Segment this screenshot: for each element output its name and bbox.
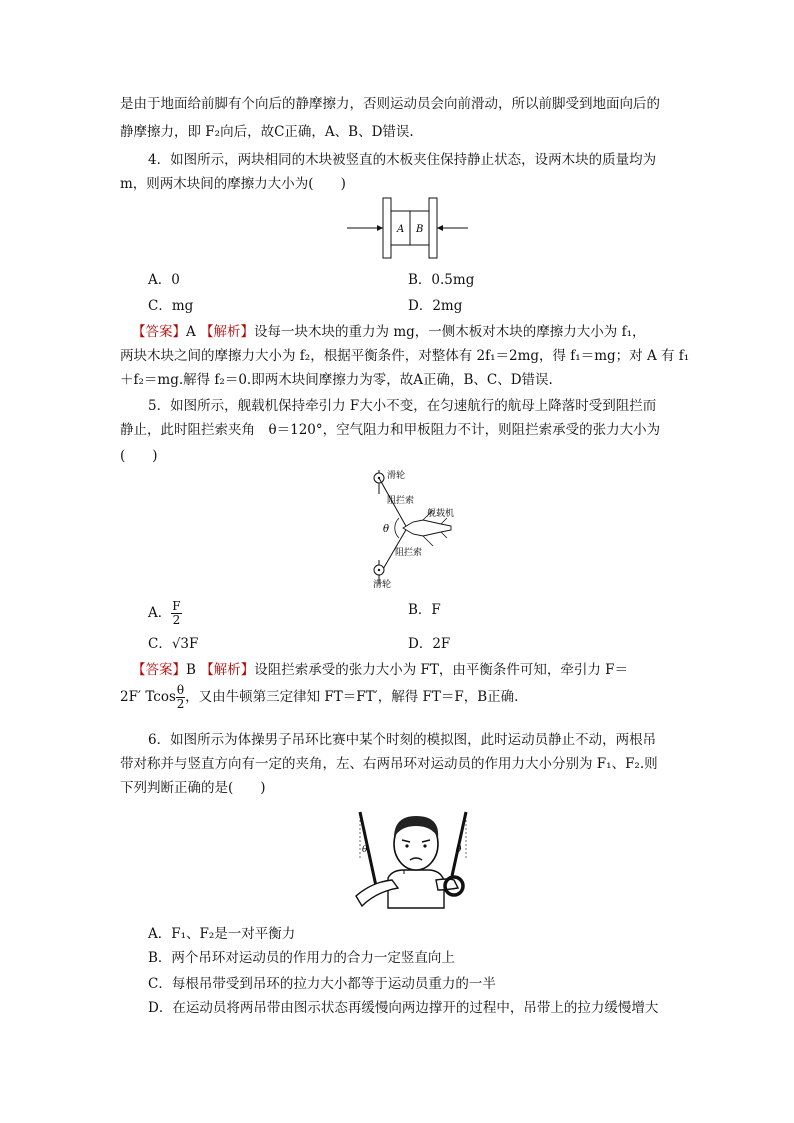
option-a: A．0 [148, 272, 180, 288]
analysis-text: ＋f₂＝mg.解得 f₂＝0.即两木块间摩擦力为零，故A正确，B、C、D错误. [120, 372, 553, 388]
question-5-stem: 5．如图所示，舰载机保持牵引力 F大小不变，在匀速航行的航母上降落时受到阻拦而 [148, 398, 657, 414]
answer-value: A [186, 324, 196, 340]
gymnast-rings-illustration [348, 808, 478, 916]
option-b: B．两个吊环对运动员的作用力的合力一定竖直向上 [148, 950, 455, 966]
answer-value: B [186, 662, 196, 678]
cable-bottom-label: 阻拦索 [395, 548, 423, 558]
pulley-top-label: 滑轮 [387, 471, 406, 481]
analysis-text: 设阻拦索承受的张力大小为 FT，由平衡条件可知，牵引力 F＝ [254, 662, 629, 678]
answer-tag: 【答案】 [132, 662, 186, 678]
fraction [176, 684, 185, 711]
fraction [171, 600, 181, 627]
fraction-denominator: 2 [172, 613, 181, 627]
analysis-formula: 2F′ Tcos [120, 689, 176, 705]
option-d: D．在运动员将两吊带由图示状态再缓慢向两边撑开的过程中，吊带上的拉力缓慢增大 [148, 1000, 659, 1016]
theta-left-label: θ [362, 845, 368, 855]
analysis-tag: 【解析】 [200, 662, 255, 678]
text-line: 是由于地面给前脚有个向后的静摩擦力，否则运动员会向前滑动，所以前脚受到地面向后的 [120, 96, 660, 112]
option-a: A．F₁、F₂是一对平衡力 [148, 926, 296, 942]
answer-line [132, 660, 628, 680]
text-line: 静摩擦力，即 F₂向后，故C正确，A、B、D错误. [120, 124, 414, 140]
pulley-bottom-label: 滑轮 [373, 580, 392, 588]
question-6-stem: 6．如图所示为体操男子吊环比赛中某个时刻的模拟图，此时运动员静止不动，两根吊 [148, 732, 657, 748]
blocks-between-boards-diagram [345, 196, 470, 260]
option-c: C．√3F [148, 636, 199, 652]
question-4-stem: 4．如图所示，两块相同的木块被竖直的木板夹住保持静止状态，设两木块的质量均为 [148, 152, 657, 168]
fraction-numerator: θ [176, 683, 185, 697]
option-c: C．mg [148, 298, 194, 314]
question-6-stem: 带对称并与竖直方向有一定的夹角，左、右两吊环对运动员的作用力大小分别为 F₁、F₂.则 [120, 756, 658, 772]
option-a-prefix: A． [148, 605, 172, 621]
theta-label: θ [383, 524, 390, 535]
option-a [148, 600, 182, 627]
plane-label: 舰载机 [427, 509, 455, 519]
question-4-stem: m，则两木块间的摩擦力大小为( ) [120, 176, 346, 192]
answer-tag: 【答案】 [132, 324, 186, 340]
block-b-label: B [416, 224, 424, 235]
question-5-stem: ( ) [120, 448, 158, 464]
analysis-tag: 【解析】 [200, 324, 255, 340]
analysis-text [120, 684, 518, 711]
arresting-cable-diagram [365, 466, 465, 588]
question-5-stem: 静止，此时阻拦索夹角 θ＝120°，空气阻力和甲板阻力不计，则阻拦索承受的张力大小为 [120, 422, 661, 438]
theta-right-label: θ [456, 845, 462, 855]
analysis-text: 两块木块之间的摩擦力大小为 f₂，根据平衡条件，对整体有 2f₁＝2mg，得 f₁＝mg；对 A 有 f₁ [120, 348, 690, 364]
question-6-stem: 下列判断正确的是( ) [120, 780, 266, 796]
option-c: C．每根吊带受到吊环的拉力大小都等于运动员重力的一半 [148, 976, 496, 992]
option-d: D．2F [408, 636, 451, 652]
cable-top-label: 阻拦索 [387, 496, 415, 506]
block-a-label: A [397, 224, 405, 235]
answer-line [132, 322, 645, 342]
option-b: B．0.5mg [408, 272, 475, 288]
analysis-text-tail: ，又由牛顿第三定律知 FT＝FT′，解得 FT＝F，B正确. [185, 689, 519, 705]
fraction-numerator: F [172, 599, 181, 613]
option-b: B．F [408, 602, 441, 618]
option-d: D．2mg [408, 298, 463, 314]
fraction-denominator: 2 [176, 697, 185, 711]
analysis-text: 设每一块木块的重力为 mg，一侧木板对木块的摩擦力大小为 f₁， [254, 324, 646, 340]
